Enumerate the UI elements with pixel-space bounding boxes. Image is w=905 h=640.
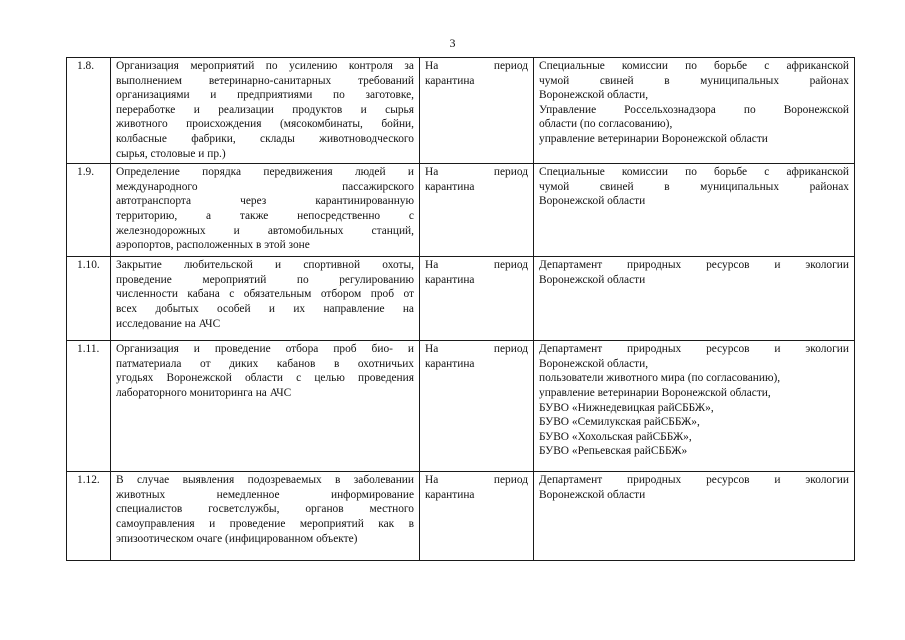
item-number: 1.12. <box>67 472 111 561</box>
action-line: Организация и проведение отбора проб био- и <box>116 343 414 356</box>
table-row <box>67 257 855 341</box>
action-line: аэропортов, расположенных в этой зоне <box>116 239 310 252</box>
action-cell <box>111 58 420 164</box>
term-cell <box>420 164 534 257</box>
item-number: 1.10. <box>67 257 111 341</box>
term-word: период <box>493 166 528 179</box>
action-line: Закрытие любительской и спортивной охоты, <box>116 259 414 272</box>
term-cell <box>420 58 534 164</box>
term-word: карантина <box>425 74 475 87</box>
action-line: исследование на АЧС <box>116 317 221 330</box>
term-cell <box>420 257 534 341</box>
action-line: эпизоотическом очаге (инфицированном объекте) <box>116 532 358 545</box>
item-number: 1.11. <box>67 341 111 472</box>
action-cell <box>111 257 420 341</box>
responsible-line: Управление Россельхознадзора по Воронежской <box>539 103 849 116</box>
responsible-cell <box>534 58 855 164</box>
action-line: переработке и реализации продуктов и сырья <box>116 103 414 116</box>
page-number: 3 <box>449 36 456 50</box>
responsible-line: Воронежской области, <box>539 89 649 102</box>
item-number: 1.9. <box>67 164 111 257</box>
measures-table <box>66 57 855 561</box>
responsible-line: области (по согласованию), <box>539 118 673 131</box>
term-word: карантина <box>425 357 475 370</box>
table-row <box>67 58 855 164</box>
responsible-line: Воронежской области <box>539 195 646 208</box>
term-word: На <box>425 166 439 179</box>
action-line: сырья, столовые и пр.) <box>116 147 226 160</box>
action-line: самоуправления и проведение мероприятий как в <box>116 517 414 530</box>
responsible-line: управление ветеринарии Воронежской области, <box>539 386 771 399</box>
term-word: период <box>493 259 528 272</box>
action-line: железнодорожных и автомобильных станций, <box>116 224 414 237</box>
action-cell <box>111 341 420 472</box>
responsible-line: управление ветеринарии Воронежской области <box>539 132 768 145</box>
responsible-line: Воронежской области <box>539 273 646 286</box>
responsible-line: Департамент природных ресурсов и экологии <box>539 474 849 487</box>
table-row <box>67 472 855 561</box>
action-cell <box>111 472 420 561</box>
action-line: автотранспорта через карантинированную <box>116 195 414 208</box>
action-line: животного происхождения (мясокомбинаты, бойни, <box>116 118 414 131</box>
action-line: лабораторного мониторинга на АЧС <box>116 386 292 399</box>
table-row <box>67 341 855 472</box>
action-cell <box>111 164 420 257</box>
table-row <box>67 164 855 257</box>
action-line: угодьях Воронежской области с целью проведения <box>116 372 414 385</box>
term-word: На <box>425 343 439 356</box>
action-line: Организация мероприятий по усилению контроля за <box>116 60 414 72</box>
term-word: На <box>425 259 439 272</box>
responsible-line: Воронежской области, <box>539 357 649 370</box>
term-cell <box>420 341 534 472</box>
action-line: патматериала от диких кабанов в охотничьих <box>116 357 414 370</box>
responsible-cell <box>534 341 855 472</box>
action-line: Определение порядка передвижения людей и <box>116 166 414 179</box>
term-word: период <box>493 474 528 487</box>
action-line: колбасные фабрики, склады животноводческого <box>116 132 414 145</box>
responsible-line: Специальные комиссии по борьбе с африканской <box>539 166 849 179</box>
term-word: На <box>425 60 439 72</box>
term-word: карантина <box>425 273 475 286</box>
action-line: территорию, а также непосредственно с <box>116 209 414 222</box>
responsible-line: чумой свиней в муниципальных районах <box>539 180 849 193</box>
responsible-cell <box>534 164 855 257</box>
responsible-line: Воронежской области <box>539 488 646 501</box>
responsible-line: пользователи животного мира (по согласованию), <box>539 372 781 385</box>
responsible-line: Департамент природных ресурсов и экологии <box>539 259 849 272</box>
term-word: период <box>493 60 528 72</box>
responsible-line: чумой свиней в муниципальных районах <box>539 74 849 87</box>
term-word: период <box>493 343 528 356</box>
action-line: выполнением ветеринарно-санитарных требований <box>116 74 414 87</box>
responsible-line: БУВО «Семилукская райСББЖ», <box>539 416 700 429</box>
action-line: всех добытых особей и их направление на <box>116 302 414 315</box>
action-line: численности кабана с обязательным отбором проб от <box>116 288 414 301</box>
action-line: международного пассажирского <box>116 180 414 193</box>
item-number: 1.8. <box>67 58 111 164</box>
term-word: карантина <box>425 180 475 193</box>
action-line: проведение мероприятий по регулированию <box>116 273 414 286</box>
responsible-line: БУВО «Хохольская райСББЖ», <box>539 430 692 443</box>
responsible-cell <box>534 472 855 561</box>
action-line: организациями и предприятиями по заготовке, <box>116 89 414 102</box>
responsible-line: Департамент природных ресурсов и экологии <box>539 343 849 356</box>
responsible-cell <box>534 257 855 341</box>
term-cell <box>420 472 534 561</box>
action-line: В случае выявления подозреваемых в заболевании <box>116 474 414 487</box>
action-line: специалистов госветслужбы, органов местного <box>116 503 414 516</box>
term-word: На <box>425 474 439 487</box>
term-word: карантина <box>425 488 475 501</box>
action-line: животных немедленное информирование <box>116 488 414 501</box>
responsible-line: Специальные комиссии по борьбе с африканской <box>539 60 849 72</box>
responsible-line: БУВО «Репьевская райСББЖ» <box>539 445 688 458</box>
responsible-line: БУВО «Нижнедевицкая райСББЖ», <box>539 401 714 414</box>
